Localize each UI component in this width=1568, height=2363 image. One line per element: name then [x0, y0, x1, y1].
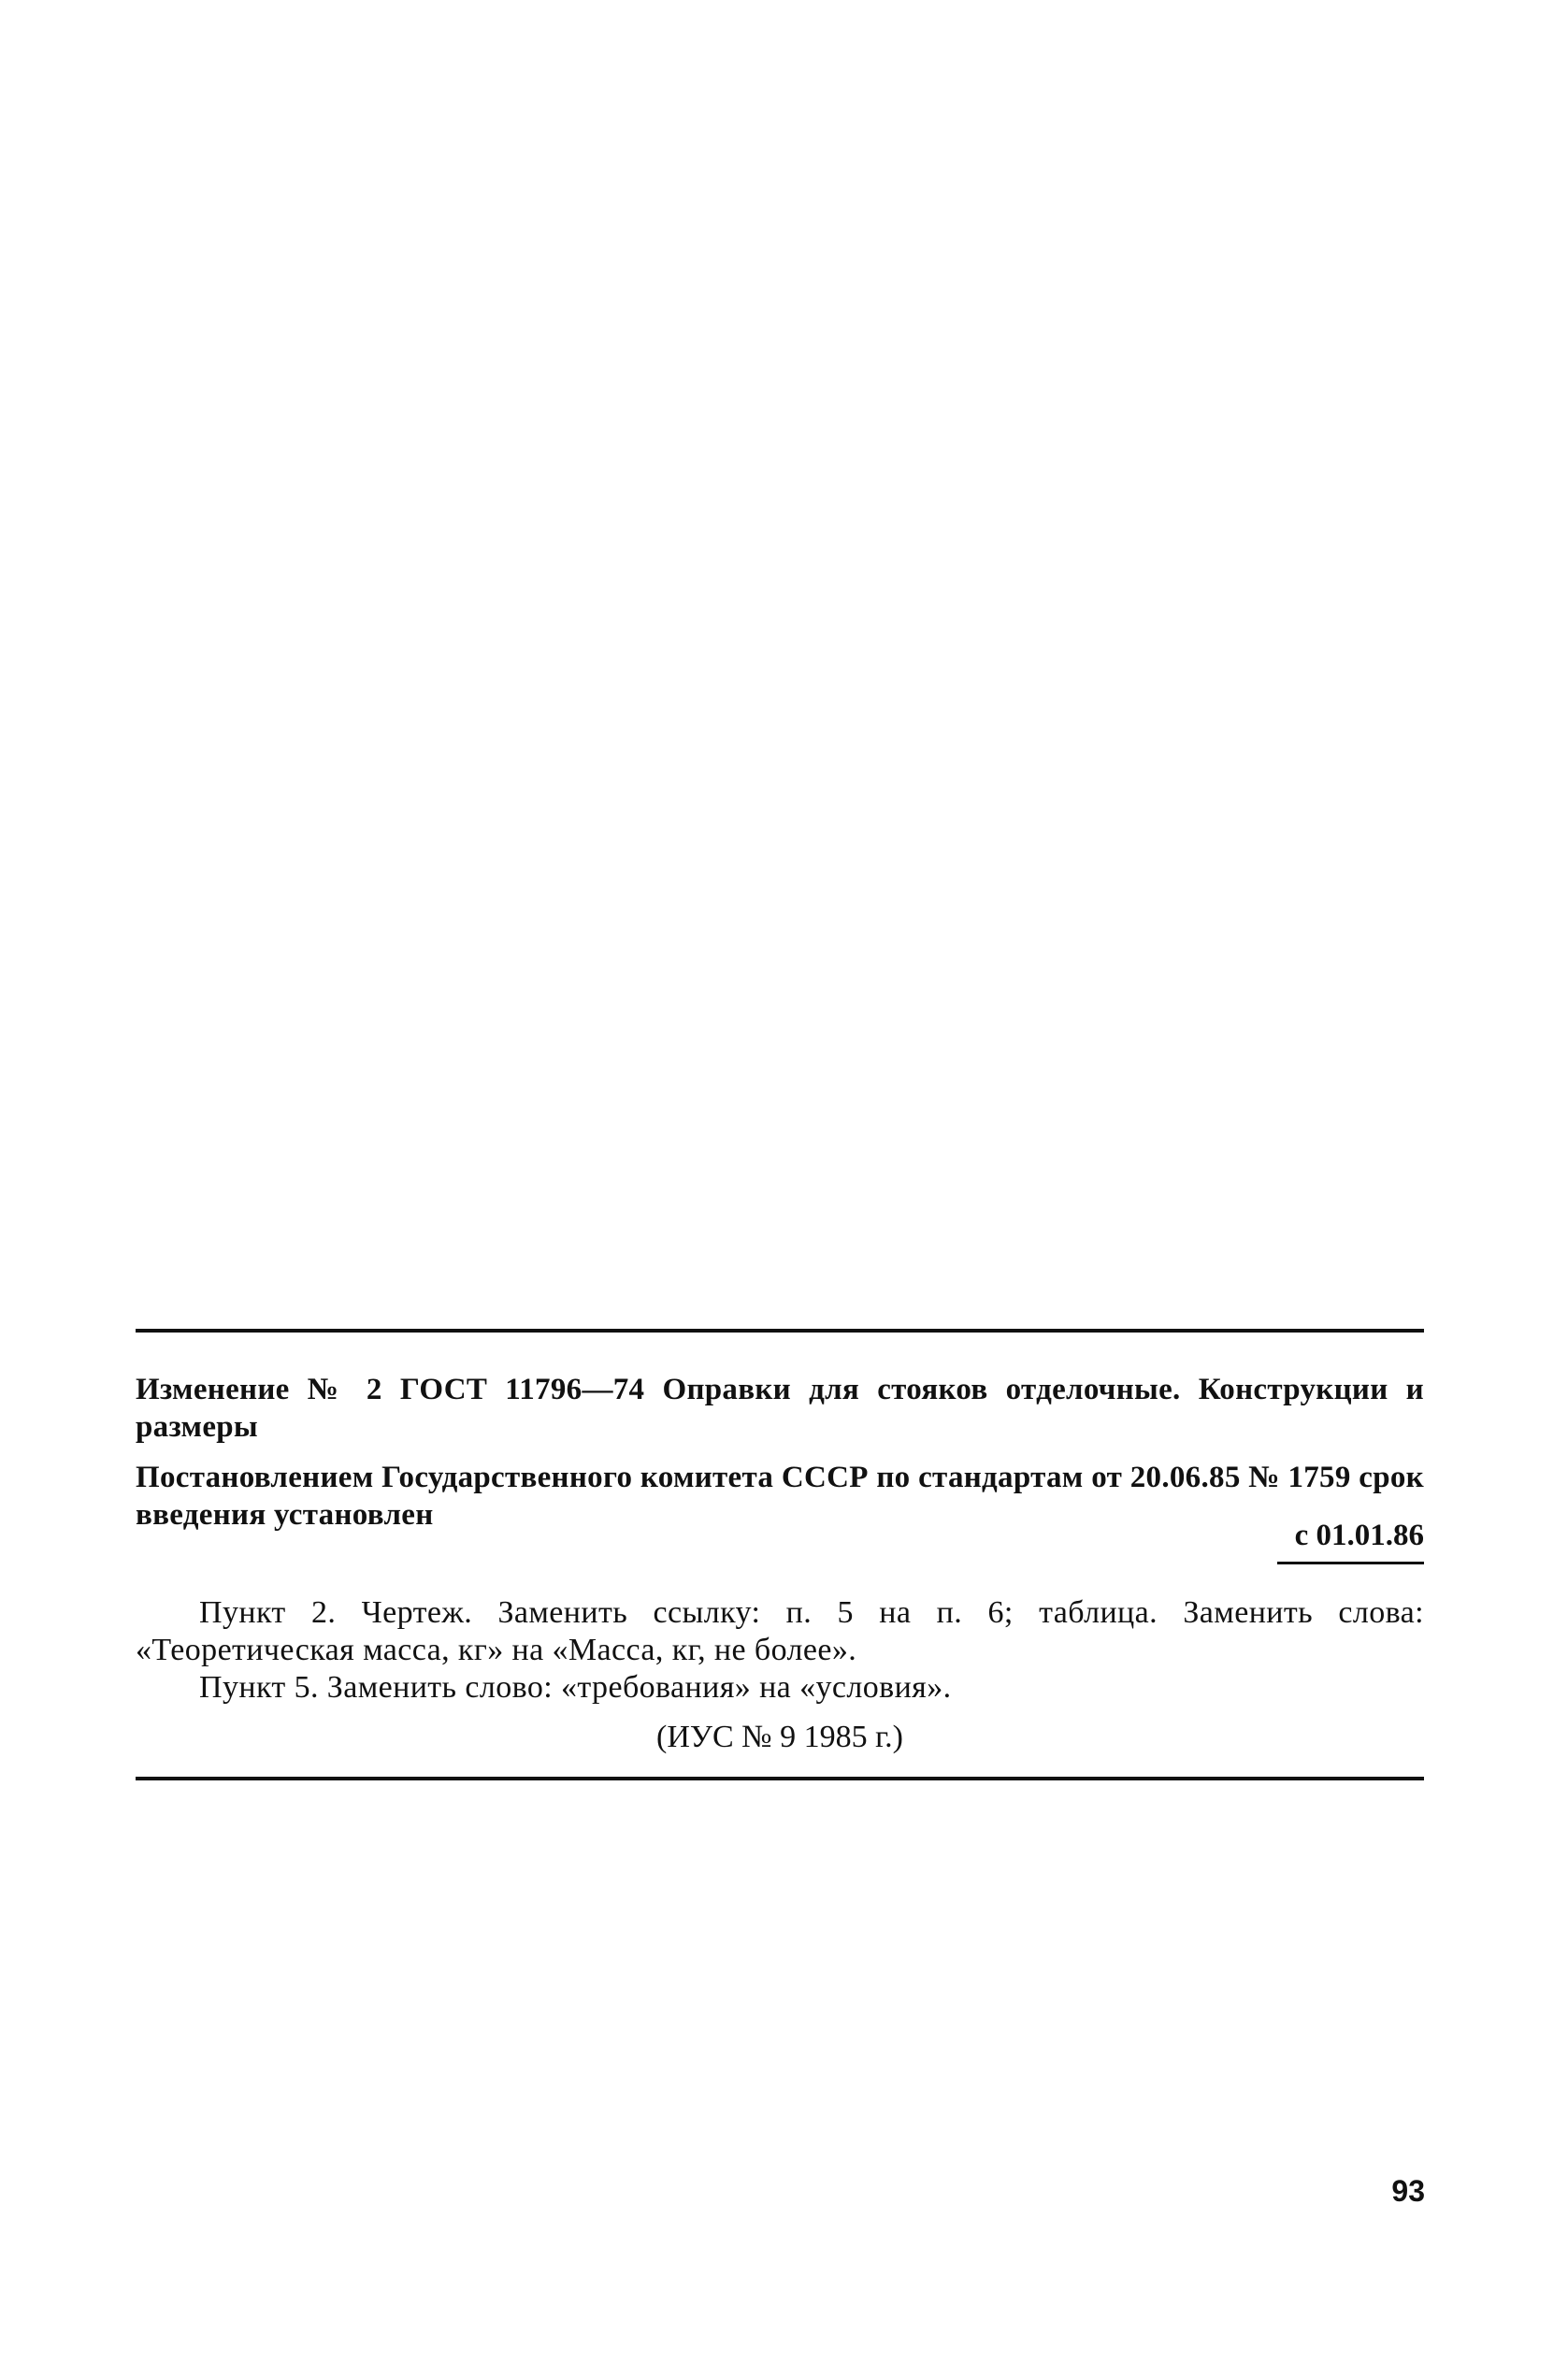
- decree-text: Постановлением Государственного комитета СССР по стандартам от 20.06.85 № 1759 срок введения установлен: [136, 1461, 1424, 1532]
- page-number: 93: [1391, 2174, 1425, 2208]
- paragraph-2: [136, 1669, 1424, 1707]
- bottom-divider: [136, 1777, 1424, 1780]
- paragraph-1-text: Пункт 2. Чертеж. Заменить ссылку: п. 5 на п. 6; таблица. Заменить слова: «Теоретическая масса, кг» на «Масса, кг, не более».: [136, 1595, 1424, 1667]
- amendment-title: Изменение № 2 ГОСТ 11796—74 Оправки для стояков отделочные. Конструкции и размеры: [136, 1373, 1424, 1444]
- paragraph-2-text: Пункт 5. Заменить слово: «требования» на «условия».: [199, 1670, 952, 1705]
- effective-date-underline: [1277, 1562, 1424, 1564]
- source-reference: (ИУС № 9 1985 г.): [656, 1720, 903, 1754]
- paragraph-1: [136, 1594, 1424, 1669]
- effective-date: с 01.01.86: [1294, 1519, 1424, 1552]
- top-divider: [136, 1329, 1424, 1333]
